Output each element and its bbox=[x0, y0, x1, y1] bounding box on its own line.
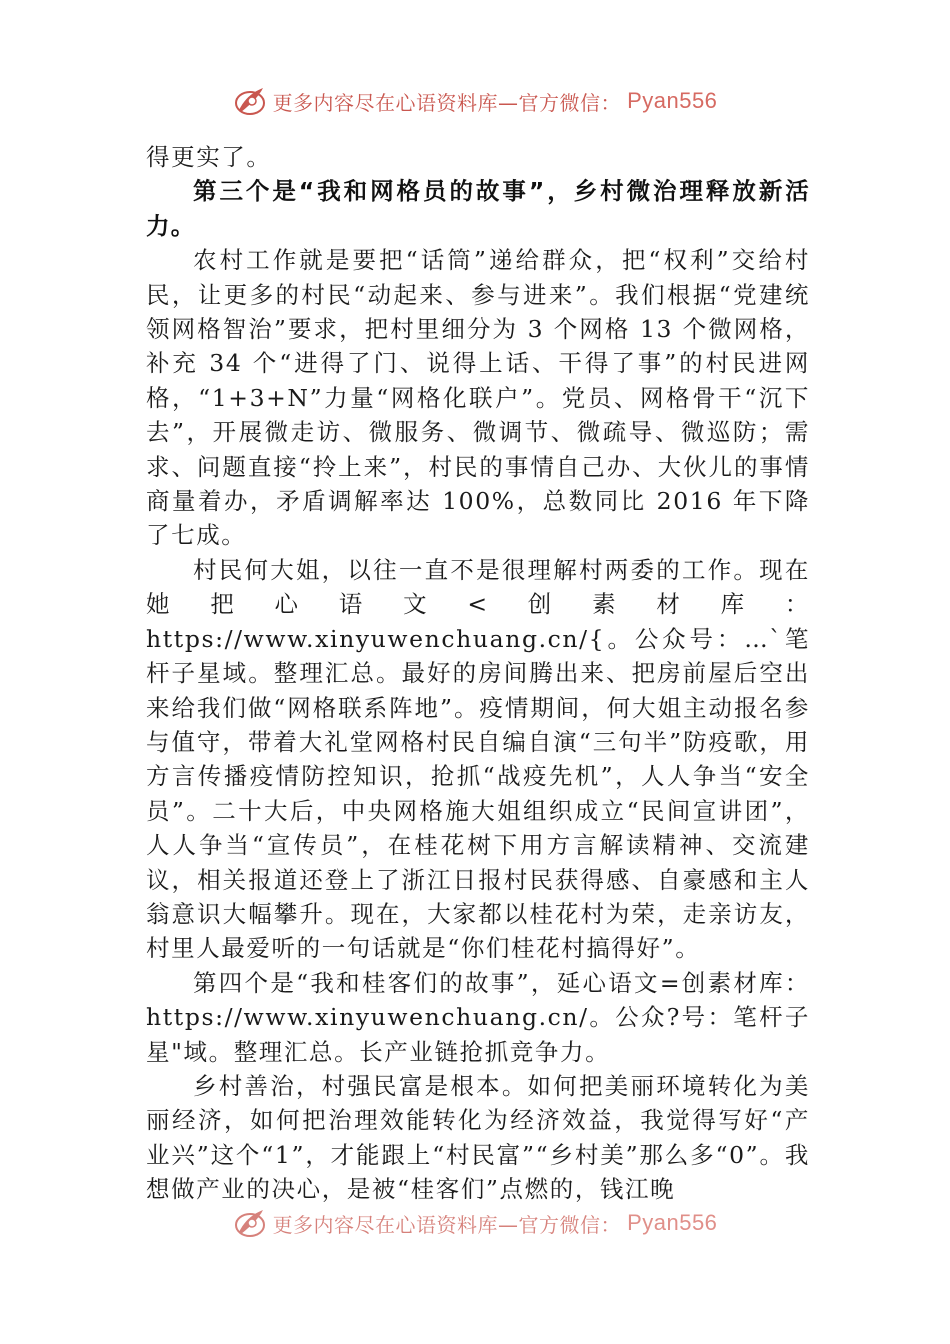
paragraph-continuation: 得更实了。 bbox=[146, 143, 272, 171]
watermark-text: 更多内容尽在心语资料库—官方微信： bbox=[272, 1212, 622, 1237]
header-watermark bbox=[0, 84, 950, 118]
watermark-id: Pyan556 bbox=[627, 1210, 718, 1235]
section-heading: 第三个是“我和网格员的故事”，乡村微治理释放新活力。 bbox=[146, 177, 810, 240]
paragraph: 第四个是“我和桂客们的故事”，延心语文=创素材库：https://www.xinyuwenchuang.cn/。公众?号：笔杆子星"域。整理汇总。长产业链抢抓竞争力。 bbox=[146, 968, 810, 1066]
paragraph: 村民何大姐，以往一直不是很理解村两委的工作。现在她把心语文<创素材库：https://www.xinyuwenchuang.cn/{。公众号：…`笔杆子星域。整理汇总。最好的房间腾出来、把房前屋后空出来给我们做“网格联系阵地”。疫情期间，何大姐主动报名参与值守，带着大礼堂网格村民自编自演“三句半”防疫歌，用方言传播疫情防控知识，抢抓“战疫先机”，人人争当“安全员”。二十大后，中央网格施大姐组织成立“民间宣讲团”，人人争当“宣传员”，在桂花树下用方言解读精神、交流建议，相关报道还登上了浙江日报村民获得感、自豪感和主人翁意识大幅攀升。现在，大家都以桂花村为荣，走亲访友，村里人最爱听的一句话就是“你们桂花村搞得好”。 bbox=[146, 555, 810, 963]
quill-logo-icon bbox=[233, 1206, 267, 1240]
document-body bbox=[146, 140, 810, 1207]
watermark-id: Pyan556 bbox=[627, 88, 718, 113]
quill-logo-icon bbox=[233, 84, 267, 118]
watermark-text: 更多内容尽在心语资料库—官方微信： bbox=[272, 90, 622, 115]
footer-watermark bbox=[0, 1206, 950, 1240]
paragraph: 乡村善治，村强民富是根本。如何把美丽环境转化为美丽经济，如何把治理效能转化为经济效益，我觉得写好“产业兴”这个“1”，才能跟上“村民富”“乡村美”那么多“0”。我想做产业的决心，是被“桂客们”点燃的，钱江晚 bbox=[146, 1071, 810, 1204]
paragraph: 农村工作就是要把“话筒”递给群众，把“权利”交给村民，让更多的村民“动起来、参与进来”。我们根据“党建统领网格智治”要求，把村里细分为 3 个网格 13 个微网格，补充 34 个“进得了门、说得上话、干得了事”的村民进网格，“1+3+N”力量“网格化联户”。党员、网格骨干“沉下去”，开展微走访、微服务、微调节、微疏导、微巡防；需求、问题直接“拎上来”，村民的事情自己办、大伙儿的事情商量着办，矛盾调解率达 100%，总数同比 2016 年下降了七成。 bbox=[146, 246, 810, 550]
